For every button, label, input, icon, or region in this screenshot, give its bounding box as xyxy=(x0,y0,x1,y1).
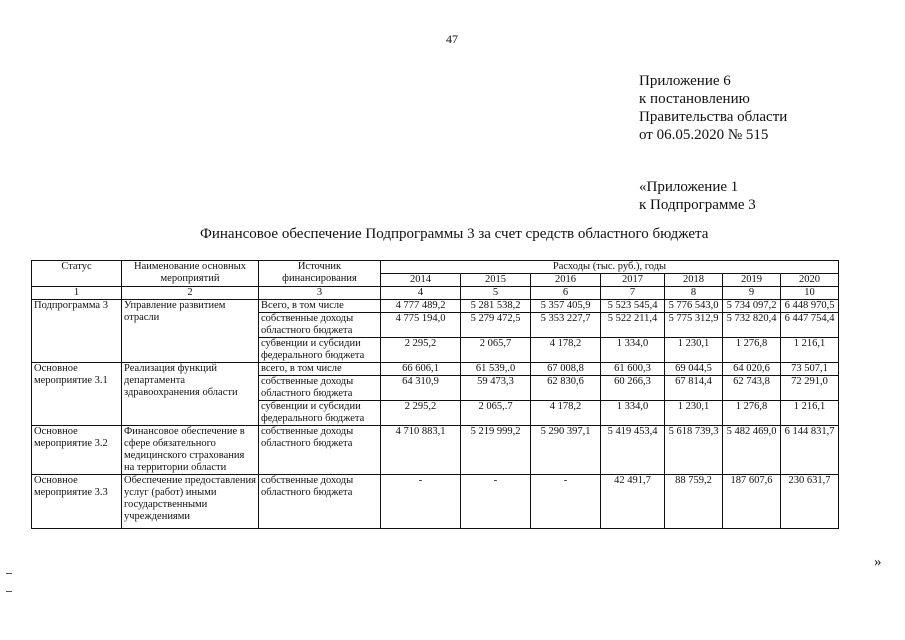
row-value: 5 357 405,9 xyxy=(531,300,601,313)
row-value: 1 334,0 xyxy=(601,338,665,363)
column-number: 9 xyxy=(723,287,781,300)
row-value: 5 353 227,7 xyxy=(531,313,601,338)
row-value: 187 607,6 xyxy=(723,475,781,529)
table-row xyxy=(32,475,839,529)
row-value: 2 065,7 xyxy=(461,338,531,363)
header-year: 2016 xyxy=(531,274,601,287)
row-value: 1 216,1 xyxy=(781,401,839,426)
header-source: Источник финансирования xyxy=(259,261,381,287)
header-year: 2014 xyxy=(381,274,461,287)
appendix-line: к постановлению xyxy=(639,91,750,107)
row-value: 59 473,3 xyxy=(461,376,531,401)
row-value: 2 295,2 xyxy=(381,401,461,426)
row-value: 5 732 820,4 xyxy=(723,313,781,338)
appendix-line: от 06.05.2020 № 515 xyxy=(639,127,769,143)
header-year: 2020 xyxy=(781,274,839,287)
row-value: 4 775 194,0 xyxy=(381,313,461,338)
row-value: 61 600,3 xyxy=(601,363,665,376)
row-value: 64 310,9 xyxy=(381,376,461,401)
column-number: 6 xyxy=(531,287,601,300)
row-value: 61 539,.0 xyxy=(461,363,531,376)
row-funding-source: субвенции и субсидии федерального бюджета xyxy=(259,338,381,363)
row-value: 4 710 883,1 xyxy=(381,426,461,475)
row-value: 5 279 472,5 xyxy=(461,313,531,338)
header-year: 2015 xyxy=(461,274,531,287)
column-number: 8 xyxy=(665,287,723,300)
row-value: 5 419 453,4 xyxy=(601,426,665,475)
appendix-line: Приложение 6 xyxy=(639,73,731,89)
column-number: 5 xyxy=(461,287,531,300)
column-number: 1 xyxy=(32,287,122,300)
row-funding-source: Всего, в том числе xyxy=(259,300,381,313)
row-activity-name: Реализация функций департамента здравоохранения области xyxy=(122,363,259,426)
page-number: 47 xyxy=(446,32,458,46)
row-value: 2 295,2 xyxy=(381,338,461,363)
table-body xyxy=(32,300,839,529)
table-row xyxy=(32,300,839,313)
row-value: 1 276,8 xyxy=(723,401,781,426)
appendix-line: «Приложение 1 xyxy=(639,179,739,195)
appendix-line: Правительства области xyxy=(639,109,788,125)
margin-tick xyxy=(6,573,12,574)
row-value: 6 144 831,7 xyxy=(781,426,839,475)
row-activity-name: Обеспечение предоставления услуг (работ) иными государственными учреждениями xyxy=(122,475,259,529)
row-value: 5 618 739,3 xyxy=(665,426,723,475)
row-value: 1 276,8 xyxy=(723,338,781,363)
row-value: 2 065,.7 xyxy=(461,401,531,426)
margin-tick xyxy=(6,591,12,592)
header-year: 2017 xyxy=(601,274,665,287)
row-value: 5 776 543,0 xyxy=(665,300,723,313)
row-value: - xyxy=(531,475,601,529)
row-value: 5 482 469,0 xyxy=(723,426,781,475)
row-value: - xyxy=(461,475,531,529)
row-value: 72 291,0 xyxy=(781,376,839,401)
row-value: 1 230,1 xyxy=(665,401,723,426)
row-value: 5 219 999,2 xyxy=(461,426,531,475)
row-funding-source: субвенции и субсидии федерального бюджета xyxy=(259,401,381,426)
row-status: Основное мероприятие 3.1 xyxy=(32,363,122,426)
header-expenses: Расходы (тыс. руб.), годы xyxy=(381,261,839,274)
row-status: Подпрограмма 3 xyxy=(32,300,122,363)
row-funding-source: собственные доходы областного бюджета xyxy=(259,376,381,401)
appendix-block xyxy=(639,72,787,144)
table-row xyxy=(32,426,839,475)
row-funding-source: собственные доходы областного бюджета xyxy=(259,313,381,338)
original-appendix-block xyxy=(639,178,756,214)
row-value: 1 334,0 xyxy=(601,401,665,426)
header-year: 2018 xyxy=(665,274,723,287)
row-value: 5 290 397,1 xyxy=(531,426,601,475)
row-value: 62 830,6 xyxy=(531,376,601,401)
row-status: Основное мероприятие 3.3 xyxy=(32,475,122,529)
row-funding-source: всего, в том числе xyxy=(259,363,381,376)
row-activity-name: Управление развитием отрасли xyxy=(122,300,259,363)
row-value: 4 777 489,2 xyxy=(381,300,461,313)
row-value: 5 522 211,4 xyxy=(601,313,665,338)
row-funding-source: собственные доходы областного бюджета xyxy=(259,475,381,529)
row-value: 1 216,1 xyxy=(781,338,839,363)
row-funding-source: собственные доходы областного бюджета xyxy=(259,426,381,475)
row-value: 88 759,2 xyxy=(665,475,723,529)
row-value: 66 606,1 xyxy=(381,363,461,376)
row-value: 5 523 545,4 xyxy=(601,300,665,313)
row-value: 4 178,2 xyxy=(531,338,601,363)
row-value: 69 044,5 xyxy=(665,363,723,376)
row-status: Основное мероприятие 3.2 xyxy=(32,426,122,475)
row-value: 67 814,4 xyxy=(665,376,723,401)
row-value: 230 631,7 xyxy=(781,475,839,529)
row-value: 4 178,2 xyxy=(531,401,601,426)
column-number: 4 xyxy=(381,287,461,300)
row-value: - xyxy=(381,475,461,529)
row-value: 67 008,8 xyxy=(531,363,601,376)
column-number: 7 xyxy=(601,287,665,300)
row-value: 62 743,8 xyxy=(723,376,781,401)
column-number: 3 xyxy=(259,287,381,300)
row-value: 60 266,3 xyxy=(601,376,665,401)
document-title: Финансовое обеспечение Подпрограммы 3 за счет средств областного бюджета xyxy=(200,226,709,242)
header-status: Статус xyxy=(32,261,122,287)
row-value: 42 491,7 xyxy=(601,475,665,529)
row-value: 5 775 312,9 xyxy=(665,313,723,338)
header-name: Наименование основных мероприятий xyxy=(122,261,259,287)
financing-table xyxy=(31,260,839,529)
row-value: 6 448 970,5 xyxy=(781,300,839,313)
row-value: 5 734 097,2 xyxy=(723,300,781,313)
edge-mark: » xyxy=(874,554,882,570)
row-activity-name: Финансовое обеспечение в сфере обязательного медицинского страхования на территории области xyxy=(122,426,259,475)
row-value: 64 020,6 xyxy=(723,363,781,376)
row-value: 6 447 754,4 xyxy=(781,313,839,338)
appendix-line: к Подпрограмме 3 xyxy=(639,197,756,213)
table-row xyxy=(32,363,839,376)
column-number: 2 xyxy=(122,287,259,300)
row-value: 73 507,1 xyxy=(781,363,839,376)
row-value: 1 230,1 xyxy=(665,338,723,363)
row-value: 5 281 538,2 xyxy=(461,300,531,313)
table-header xyxy=(32,261,839,300)
column-number: 10 xyxy=(781,287,839,300)
header-year: 2019 xyxy=(723,274,781,287)
